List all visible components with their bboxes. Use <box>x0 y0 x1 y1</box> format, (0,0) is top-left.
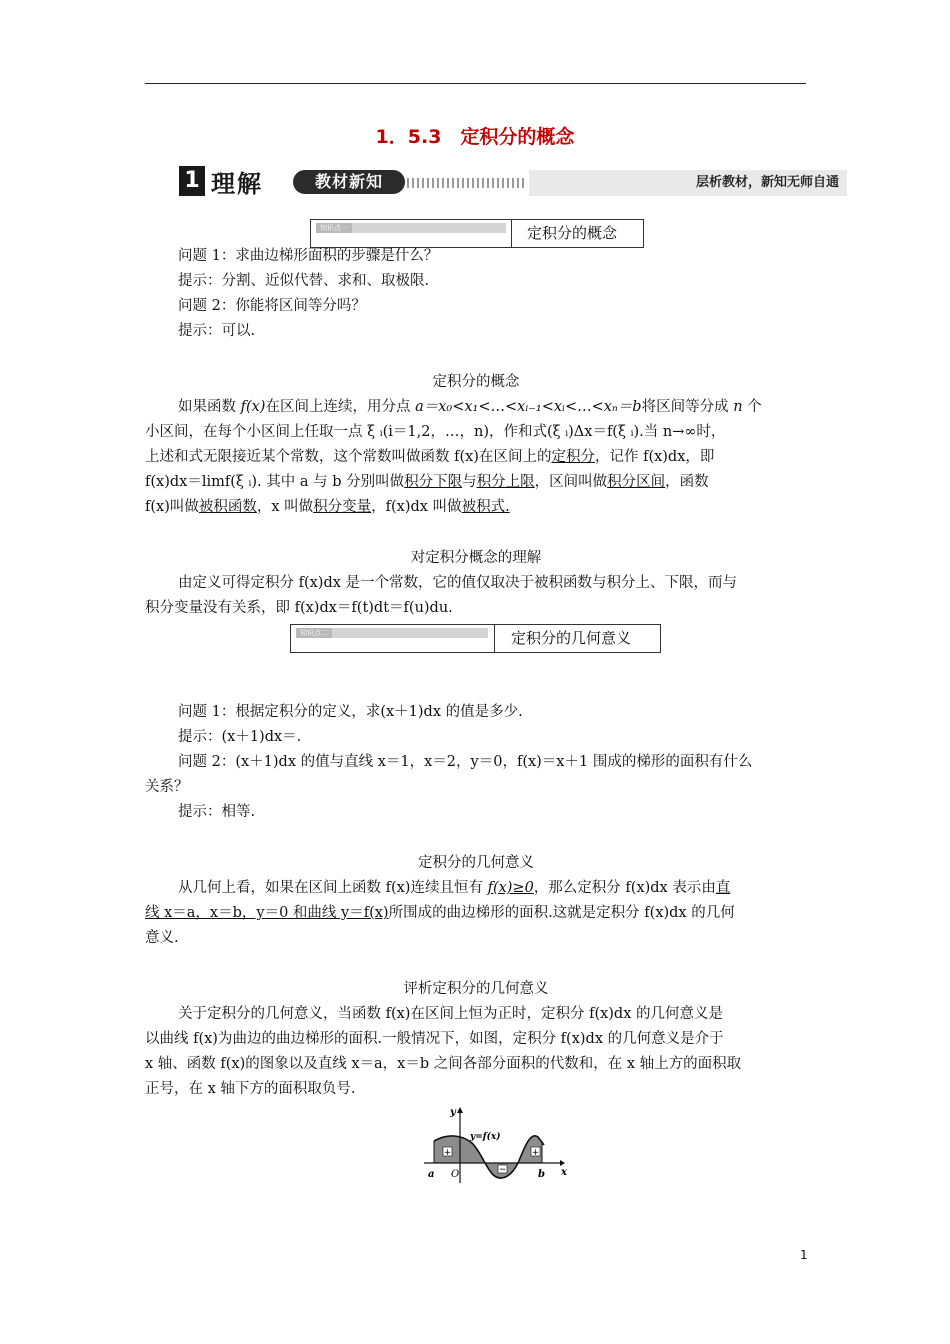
knowledge-point-2 <box>290 624 661 653</box>
y-axis-arrow <box>457 1107 463 1113</box>
heading-definition: 定积分的概念 <box>432 374 520 390</box>
curve-label: y=f(x) <box>470 1132 501 1142</box>
hint-4: 提示：相等. <box>178 804 256 820</box>
origin-label: O <box>451 1169 460 1180</box>
plus-sign-right: + <box>531 1148 540 1158</box>
b-label: b <box>538 1169 545 1180</box>
question-3: 问题 1：根据定积分的定义，求(x＋1)dx 的值是多少. <box>178 704 523 720</box>
heading-geometry: 定积分的几何意义 <box>418 855 534 871</box>
question-4: 问题 2：(x＋1)dx 的值与直线 x＝1，x＝2，y＝0，f(x)＝x＋1 围成的梯形的面积有什么 <box>178 754 753 770</box>
x-axis-arrow <box>560 1160 565 1166</box>
heading-evaluation: 评析定积分的几何意义 <box>403 981 549 997</box>
banner-number: 1 <box>179 166 205 196</box>
page-title: 1．5.3 定积分的概念 <box>375 126 575 148</box>
geometry-line-1: 从几何上看，如果在区间上函数 f(x)连续且恒有 f(x)≥0，那么定积分 f(x)dx 表示由直 <box>178 880 731 896</box>
question-1: 问题 1：求曲边梯形面积的步骤是什么？ <box>178 248 439 264</box>
definition-line-2: 小区间，在每个小区间上任取一点 ξ ᵢ(i＝1,2，…，n)，作和式(ξ ᵢ)Δx＝f(ξ ᵢ).当 n→∞时， <box>145 424 726 440</box>
question-2: 问题 2：你能将区间等分吗？ <box>178 298 366 314</box>
definition-line-4: f(x)dx＝limf(ξ ᵢ). 其中 a 与 b 分别叫做积分下限与积分上限，区间叫做积分区间，函数 <box>145 474 709 490</box>
hint-1: 提示：分割、近似代替、求和、取极限. <box>178 273 430 289</box>
banner-pill: 教材新知 <box>293 170 405 194</box>
evaluation-line-2: 以曲线 f(x)为曲边的曲边梯形的面积.一般情况下，如图，定积分 f(x)dx 的几何意义是介于 <box>145 1031 724 1047</box>
minus-sign: − <box>498 1165 507 1175</box>
evaluation-line-4: 正号，在 x 轴下方的面积取负号. <box>145 1081 356 1097</box>
understanding-line-1: 由定义可得定积分 f(x)dx 是一个常数，它的值仅取决于被积函数与积分上、下限，而与 <box>178 575 738 591</box>
section-banner <box>175 160 847 198</box>
banner-title: 理解 <box>211 170 263 198</box>
banner-stripes <box>407 178 527 188</box>
hint-2: 提示：可以. <box>178 323 256 339</box>
geometry-line-2: 线 x＝a，x＝b，y＝0 和曲线 y＝f(x)所围成的曲边梯形的面积.这就是定积分 f(x)dx 的几何 <box>145 905 735 921</box>
hint-3: 提示：(x＋1)dx＝. <box>178 729 302 745</box>
knowledge-point-1 <box>310 219 644 248</box>
top-rule <box>145 83 806 84</box>
integral-area-figure <box>418 1105 568 1185</box>
definition-line-5: f(x)叫做被积函数，x 叫做积分变量，f(x)dx 叫做被积式. <box>145 499 510 515</box>
page-number: 1 <box>800 1248 808 1262</box>
x-label: x <box>561 1167 567 1178</box>
question-4-cont: 关系？ <box>145 779 189 795</box>
y-label: y <box>450 1107 456 1118</box>
definition-line-1: 如果函数 f(x)在区间上连续，用分点 a＝x₀<x₁<…<xᵢ₋₁<xᵢ<…<xₙ＝b将区间等分成 n 个 <box>178 399 762 415</box>
banner-slogan: 层析教材，新知无师自通 <box>529 170 847 196</box>
kp2-label: 定积分的几何意义 <box>511 629 632 647</box>
a-label: a <box>428 1169 435 1180</box>
plus-sign-left: + <box>443 1148 452 1158</box>
kp1-tag: 知识点一 <box>316 223 352 233</box>
evaluation-line-1: 关于定积分的几何意义，当函数 f(x)在区间上恒为正时，定积分 f(x)dx 的几何意义是 <box>178 1006 724 1022</box>
heading-understanding: 对定积分概念的理解 <box>410 550 542 566</box>
kp1-label: 定积分的概念 <box>527 224 618 242</box>
kp2-tag: 知识点二 <box>296 628 332 638</box>
evaluation-line-3: x 轴、函数 f(x)的图象以及直线 x＝a，x＝b 之间各部分面积的代数和，在 x 轴上方的面积取 <box>145 1056 742 1072</box>
understanding-line-2: 积分变量没有关系，即 f(x)dx＝f(t)dt＝f(u)du. <box>145 600 453 616</box>
definition-line-3: 上述和式无限接近某个常数，这个常数叫做函数 f(x)在区间上的定积分，记作 f(x)dx，即 <box>145 449 715 465</box>
geometry-line-3: 意义. <box>145 930 179 946</box>
